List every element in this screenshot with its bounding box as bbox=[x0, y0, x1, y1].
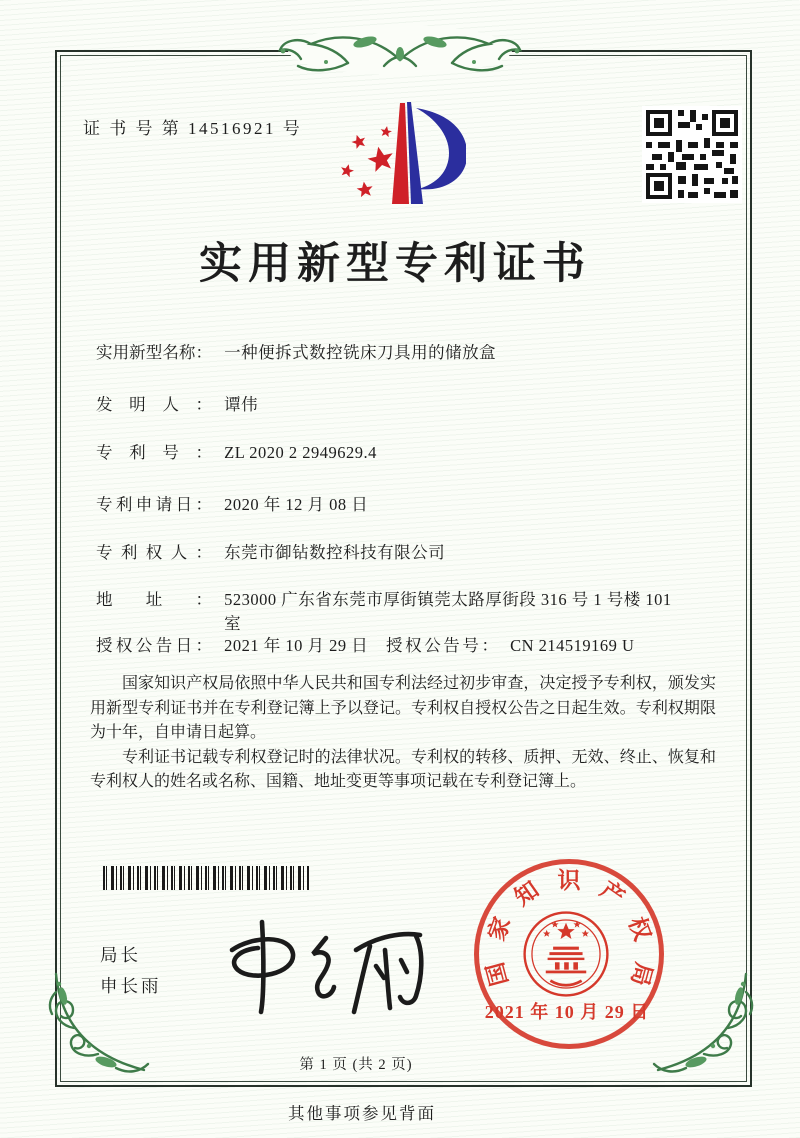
page-number: 第 1 页 (共 2 页) bbox=[299, 1057, 413, 1073]
seal-date: 2021 年 10 月 29 日 bbox=[484, 1002, 650, 1022]
field-label: 地址： bbox=[96, 590, 212, 609]
field-label: 专利权人： bbox=[96, 543, 212, 562]
signatory-title: 局长 bbox=[100, 945, 141, 965]
field-label: 发明人： bbox=[96, 395, 212, 414]
field-value: 谭伟 bbox=[224, 395, 259, 414]
seal-char: 产 bbox=[595, 876, 629, 911]
field-row-filing-date bbox=[96, 493, 368, 517]
seal-char: 局 bbox=[626, 959, 657, 989]
field-label: 专利号： bbox=[96, 443, 212, 462]
field-value: 一种便拆式数控铣床刀具用的储放盒 bbox=[224, 343, 497, 362]
legal-paragraph-1: 国家知识产权局依照中华人民共和国专利法经过初步审查，决定授予专利权，颁发实用新型专利证书并在专利登记簿上予以登记。专利权自授权公告之日起生效。专利权期限为十年，自申请日起算。 bbox=[90, 675, 716, 741]
signatory-name: 申长雨 bbox=[100, 976, 162, 996]
field-value: 523000 广东省东莞市厚街镇莞太路厚街段 316 号 1 号楼 101 室 bbox=[224, 590, 672, 633]
seal-char: 家 bbox=[483, 913, 516, 944]
field-value: 2020 年 12 月 08 日 bbox=[224, 495, 369, 514]
field-label: 专利申请日： bbox=[96, 495, 212, 514]
field-pair-grant-number bbox=[386, 634, 634, 658]
top-flourish-ornament bbox=[263, 18, 537, 80]
cnipa-logo-icon bbox=[338, 98, 466, 210]
legal-text bbox=[90, 672, 716, 795]
field-label: 实用新型名称： bbox=[96, 343, 212, 362]
field-row-patentee bbox=[96, 541, 445, 565]
qr-code bbox=[642, 106, 742, 203]
legal-paragraph-2: 专利证书记载专利权登记时的法律状况。专利权的转移、质押、无效、终止、恢复和专利权人的姓名或名称、国籍、地址变更等事项记载在专利登记簿上。 bbox=[90, 748, 716, 790]
commissioner-signature bbox=[210, 908, 425, 1018]
seal-char: 知 bbox=[510, 876, 544, 911]
back-side-note: 其他事项参见背面 bbox=[288, 1104, 436, 1123]
seal-char: 权 bbox=[623, 913, 656, 944]
field-row-utility-name bbox=[96, 341, 496, 365]
field-row-grant bbox=[96, 634, 635, 658]
field-row-patent-number bbox=[96, 441, 377, 465]
field-label: 授权公告日： bbox=[96, 636, 212, 655]
field-value: 2021 年 10 月 29 日 bbox=[224, 636, 369, 655]
field-row-address bbox=[96, 588, 676, 636]
certificate-number: 证 书 号 第 14516921 号 bbox=[83, 119, 303, 138]
field-value: ZL 2020 2 2949629.4 bbox=[224, 443, 377, 462]
field-value: CN 214519169 U bbox=[510, 636, 635, 655]
seal-char: 识 bbox=[557, 868, 581, 893]
certificate-title: 实用新型专利证书 bbox=[199, 241, 591, 288]
field-value: 东莞市御钻数控科技有限公司 bbox=[224, 543, 446, 562]
signatory-block bbox=[100, 940, 162, 1002]
barcode bbox=[103, 866, 309, 890]
seal-char: 国 bbox=[482, 959, 513, 989]
field-label: 授权公告号： bbox=[386, 636, 498, 655]
field-row-inventor bbox=[96, 393, 258, 417]
national-emblem-icon bbox=[520, 908, 612, 1000]
